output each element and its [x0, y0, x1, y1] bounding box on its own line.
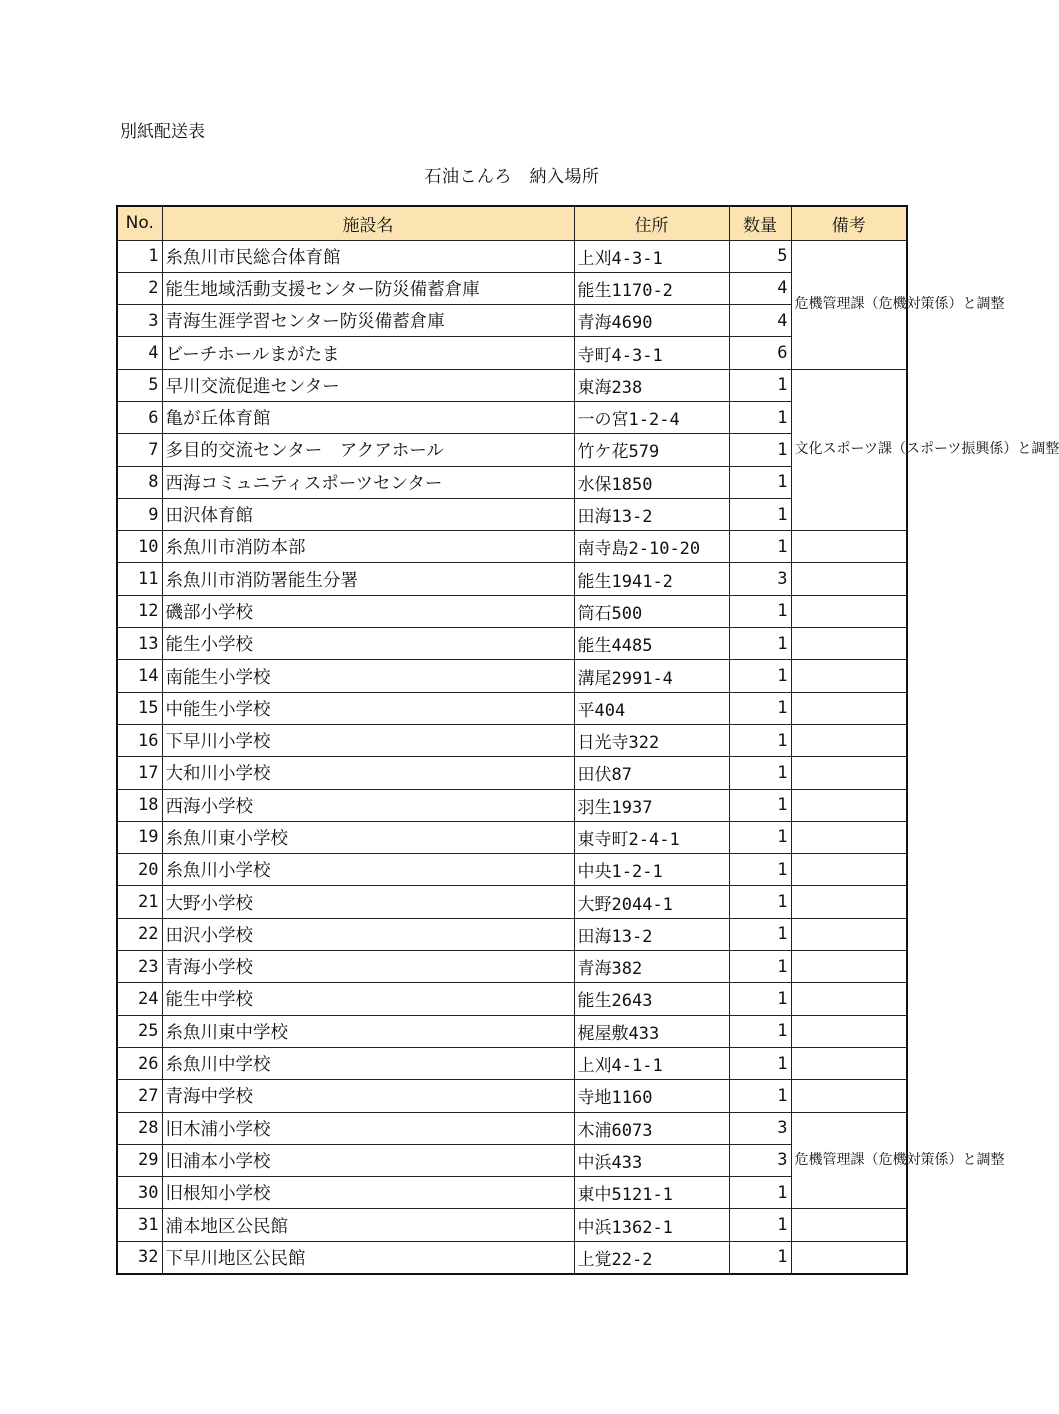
facility-name: 中能生小学校	[162, 692, 574, 724]
facility-name: 糸魚川東小学校	[162, 821, 574, 853]
quantity: 1	[729, 1080, 791, 1112]
remarks-cell-empty	[791, 628, 907, 660]
facility-name: ビーチホールまがたま	[162, 337, 574, 369]
facility-name: 田沢小学校	[162, 918, 574, 950]
row-number: 21	[117, 886, 162, 918]
remarks-cell-empty	[791, 918, 907, 950]
quantity: 1	[729, 1015, 791, 1047]
remarks-text: 文化スポーツ課（スポーツ振興係）と調整	[794, 441, 1059, 458]
address: 上刈4-1-1	[574, 1047, 729, 1079]
row-number: 7	[117, 434, 162, 466]
table-row	[117, 1241, 907, 1273]
table-row	[117, 1177, 907, 1209]
facility-name: 浦本地区公民館	[162, 1209, 574, 1241]
table-row	[117, 886, 907, 918]
table-row	[117, 951, 907, 983]
table-row	[117, 337, 907, 369]
facility-name: 多目的交流センター アクアホール	[162, 434, 574, 466]
table-row	[117, 272, 907, 304]
facility-name: 南能生小学校	[162, 660, 574, 692]
address: 田海13-2	[574, 498, 729, 530]
remarks-cell-empty	[791, 854, 907, 886]
header-address: 住所	[574, 206, 729, 240]
remarks-cell-empty	[791, 821, 907, 853]
address: 木浦6073	[574, 1112, 729, 1144]
facility-name: 青海中学校	[162, 1080, 574, 1112]
quantity: 1	[729, 724, 791, 756]
quantity: 1	[729, 628, 791, 660]
quantity: 3	[729, 1112, 791, 1144]
facility-name: 西海コミュニティスポーツセンター	[162, 466, 574, 498]
facility-name: 磯部小学校	[162, 595, 574, 627]
quantity: 3	[729, 563, 791, 595]
quantity: 1	[729, 1209, 791, 1241]
table-row	[117, 305, 907, 337]
header-no: No.	[117, 206, 162, 240]
address: 梶屋敷433	[574, 1015, 729, 1047]
table-row	[117, 821, 907, 853]
address: 能生1170-2	[574, 272, 729, 304]
quantity: 1	[729, 789, 791, 821]
remarks-cell-empty	[791, 595, 907, 627]
quantity: 5	[729, 240, 791, 272]
remarks-cell-empty	[791, 789, 907, 821]
quantity: 1	[729, 660, 791, 692]
facility-name: 旧根知小学校	[162, 1177, 574, 1209]
facility-name: 能生小学校	[162, 628, 574, 660]
facility-name: 青海生涯学習センター防災備蓄倉庫	[162, 305, 574, 337]
facility-name: 糸魚川市消防署能生分署	[162, 563, 574, 595]
quantity: 1	[729, 498, 791, 530]
row-number: 4	[117, 337, 162, 369]
row-number: 24	[117, 983, 162, 1015]
row-number: 26	[117, 1047, 162, 1079]
quantity: 1	[729, 951, 791, 983]
remarks-cell	[791, 1112, 1005, 1209]
quantity: 1	[729, 434, 791, 466]
table-row	[117, 983, 907, 1015]
quantity: 1	[729, 854, 791, 886]
address: 南寺島2-10-20	[574, 531, 729, 563]
table-row	[117, 531, 907, 563]
row-number: 32	[117, 1241, 162, 1273]
quantity: 1	[729, 595, 791, 627]
table-row	[117, 757, 907, 789]
quantity: 1	[729, 692, 791, 724]
table-row	[117, 401, 907, 433]
remarks-cell-empty	[791, 886, 907, 918]
address: 能生4485	[574, 628, 729, 660]
facility-name: 糸魚川市消防本部	[162, 531, 574, 563]
facility-name: 青海小学校	[162, 951, 574, 983]
quantity: 1	[729, 1241, 791, 1273]
table-row	[117, 1144, 907, 1176]
row-number: 17	[117, 757, 162, 789]
quantity: 6	[729, 337, 791, 369]
row-number: 12	[117, 595, 162, 627]
row-number: 22	[117, 918, 162, 950]
row-number: 30	[117, 1177, 162, 1209]
row-number: 3	[117, 305, 162, 337]
table-row	[117, 1209, 907, 1241]
remarks-text: 危機管理課（危機対策係）と調整	[794, 1151, 1005, 1168]
table-row	[117, 854, 907, 886]
address: 日光寺322	[574, 724, 729, 756]
header-facility-name: 施設名	[162, 206, 574, 240]
row-number: 18	[117, 789, 162, 821]
row-number: 1	[117, 240, 162, 272]
address: 東中5121-1	[574, 1177, 729, 1209]
quantity: 4	[729, 272, 791, 304]
facility-name: 下早川地区公民館	[162, 1241, 574, 1273]
remarks-cell-empty	[791, 951, 907, 983]
address: 上覚22-2	[574, 1241, 729, 1273]
remarks-cell-empty	[791, 1015, 907, 1047]
row-number: 8	[117, 466, 162, 498]
remarks-text: 危機管理課（危機対策係）と調整	[794, 296, 1005, 313]
quantity: 1	[729, 466, 791, 498]
table-row	[117, 595, 907, 627]
table-row	[117, 466, 907, 498]
document-title: 石油こんろ 納入場所	[424, 167, 600, 187]
table-row	[117, 660, 907, 692]
quantity: 4	[729, 305, 791, 337]
row-number: 15	[117, 692, 162, 724]
row-number: 23	[117, 951, 162, 983]
address: 中浜1362-1	[574, 1209, 729, 1241]
facility-name: 能生地域活動支援センター防災備蓄倉庫	[162, 272, 574, 304]
delivery-table	[116, 205, 1059, 1275]
address: 水保1850	[574, 466, 729, 498]
address: 東寺町2-4-1	[574, 821, 729, 853]
quantity: 1	[729, 757, 791, 789]
row-number: 28	[117, 1112, 162, 1144]
facility-name: 糸魚川小学校	[162, 854, 574, 886]
facility-name: 旧浦本小学校	[162, 1144, 574, 1176]
row-number: 20	[117, 854, 162, 886]
facility-name: 田沢体育館	[162, 498, 574, 530]
facility-name: 下早川小学校	[162, 724, 574, 756]
facility-name: 糸魚川中学校	[162, 1047, 574, 1079]
address: 青海382	[574, 951, 729, 983]
address: 能生1941-2	[574, 563, 729, 595]
header-quantity: 数量	[729, 206, 791, 240]
address: 筒石500	[574, 595, 729, 627]
remarks-cell-empty	[791, 563, 907, 595]
remarks-cell-empty	[791, 757, 907, 789]
remarks-cell-empty	[791, 724, 907, 756]
address: 溝尾2991-4	[574, 660, 729, 692]
quantity: 1	[729, 1177, 791, 1209]
quantity: 1	[729, 369, 791, 401]
address: 寺町4-3-1	[574, 337, 729, 369]
quantity: 1	[729, 1047, 791, 1079]
table-row	[117, 498, 907, 530]
table-row	[117, 1047, 907, 1079]
facility-name: 西海小学校	[162, 789, 574, 821]
facility-name: 糸魚川市民総合体育館	[162, 240, 574, 272]
address: 竹ケ花579	[574, 434, 729, 466]
table-row	[117, 918, 907, 950]
address: 一の宮1-2-4	[574, 401, 729, 433]
row-number: 5	[117, 369, 162, 401]
remarks-cell-empty	[791, 1080, 907, 1112]
facility-name: 亀が丘体育館	[162, 401, 574, 433]
row-number: 2	[117, 272, 162, 304]
row-number: 31	[117, 1209, 162, 1241]
quantity: 1	[729, 886, 791, 918]
row-number: 14	[117, 660, 162, 692]
table-row	[117, 692, 907, 724]
row-number: 11	[117, 563, 162, 595]
remarks-cell-empty	[791, 531, 907, 563]
quantity: 1	[729, 983, 791, 1015]
header-remarks: 備考	[791, 206, 907, 240]
facility-name: 能生中学校	[162, 983, 574, 1015]
address: 田海13-2	[574, 918, 729, 950]
address: 東海238	[574, 369, 729, 401]
table-row	[117, 369, 907, 401]
table-row	[117, 240, 907, 272]
facility-name: 旧木浦小学校	[162, 1112, 574, 1144]
quantity: 1	[729, 401, 791, 433]
address: 中央1-2-1	[574, 854, 729, 886]
row-number: 13	[117, 628, 162, 660]
address: 能生2643	[574, 983, 729, 1015]
row-number: 19	[117, 821, 162, 853]
table-header-row	[117, 206, 907, 240]
table-row	[117, 1015, 907, 1047]
address: 上刈4-3-1	[574, 240, 729, 272]
table-row	[117, 724, 907, 756]
table-row	[117, 1112, 907, 1144]
table-row	[117, 1080, 907, 1112]
quantity: 1	[729, 531, 791, 563]
row-number: 25	[117, 1015, 162, 1047]
address: 大野2044-1	[574, 886, 729, 918]
row-number: 10	[117, 531, 162, 563]
table-row	[117, 434, 907, 466]
quantity: 1	[729, 821, 791, 853]
facility-name: 早川交流促進センター	[162, 369, 574, 401]
quantity: 3	[729, 1144, 791, 1176]
facility-name: 大野小学校	[162, 886, 574, 918]
row-number: 27	[117, 1080, 162, 1112]
table-row	[117, 563, 907, 595]
address: 田伏87	[574, 757, 729, 789]
address: 羽生1937	[574, 789, 729, 821]
remarks-cell-empty	[791, 1209, 907, 1241]
row-number: 6	[117, 401, 162, 433]
remarks-cell	[791, 240, 1005, 369]
quantity: 1	[729, 918, 791, 950]
address: 寺地1160	[574, 1080, 729, 1112]
address: 中浜433	[574, 1144, 729, 1176]
facility-name: 大和川小学校	[162, 757, 574, 789]
table-row	[117, 789, 907, 821]
row-number: 16	[117, 724, 162, 756]
attachment-label: 別紙配送表	[120, 122, 205, 142]
remarks-cell	[791, 369, 1059, 530]
row-number: 29	[117, 1144, 162, 1176]
remarks-cell-empty	[791, 1241, 907, 1273]
address: 青海4690	[574, 305, 729, 337]
remarks-cell-empty	[791, 692, 907, 724]
table-body	[117, 240, 1059, 1274]
remarks-cell-empty	[791, 660, 907, 692]
remarks-cell-empty	[791, 983, 907, 1015]
row-number: 9	[117, 498, 162, 530]
table-row	[117, 628, 907, 660]
remarks-cell-empty	[791, 1047, 907, 1079]
facility-name: 糸魚川東中学校	[162, 1015, 574, 1047]
address: 平404	[574, 692, 729, 724]
